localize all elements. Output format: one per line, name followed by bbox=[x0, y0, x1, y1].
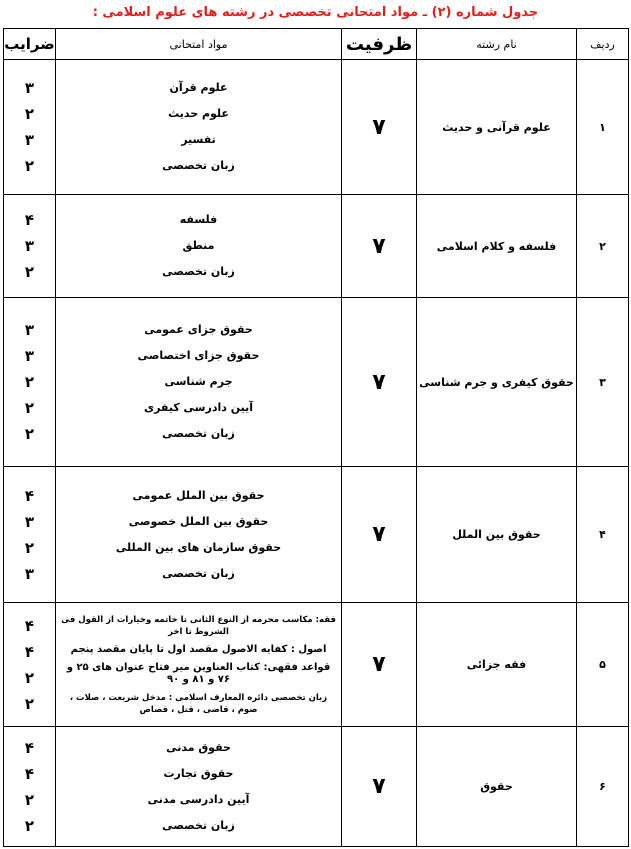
subject-item: قواعد فقهی: کتاب العناوین میر فتاح عنوان های ۲۵ و ۷۶ و ۸۱ و ۹۰ bbox=[66, 661, 331, 685]
table-row bbox=[4, 727, 629, 847]
coefficient-item: ۳ bbox=[24, 131, 35, 149]
subject-item: فقه: مکاسب محرمه از النوع الثانی تا خاتمه وخیارات از القول فی الشروط تا اخر bbox=[61, 614, 336, 637]
subject-item: آیین دادرسی مدنی bbox=[147, 792, 250, 806]
capacity-value: ۷ bbox=[342, 298, 417, 467]
capacity-value: ۷ bbox=[342, 727, 417, 847]
exam-subjects-table bbox=[3, 28, 629, 847]
capacity-value: ۷ bbox=[342, 60, 417, 195]
coefficient-item: ۳ bbox=[24, 347, 35, 365]
coefficient-item: ۴ bbox=[24, 616, 35, 635]
subject-item: فلسفه bbox=[179, 213, 218, 226]
subject-item: حقوق سازمان های بین المللی bbox=[115, 540, 282, 554]
header-exam-subjects: مواد امتحانی bbox=[56, 29, 342, 60]
page-title: جدول شماره (۲) ـ مواد امتحانی تخصصی در رشته های علوم اسلامی : bbox=[92, 5, 539, 20]
subject-item: علوم قرآن bbox=[169, 81, 228, 94]
coefficient-item: ۳ bbox=[24, 79, 35, 97]
coefficients bbox=[4, 60, 56, 195]
coefficient-item: ۴ bbox=[24, 486, 35, 505]
subject-item: حقوق مدنی bbox=[166, 740, 231, 754]
subject-item: زبان تخصصی bbox=[162, 566, 235, 580]
coefficients bbox=[4, 195, 56, 298]
subject-item: آیین دادرسی کیفری bbox=[143, 401, 254, 414]
subject-item: جرم شناسی bbox=[164, 375, 233, 388]
row-number: ۱ bbox=[577, 60, 629, 195]
exam-subjects bbox=[56, 727, 342, 847]
subject-item: تفسیر bbox=[181, 133, 216, 146]
subject-item: حقوق بین الملل خصوصی bbox=[128, 514, 269, 528]
table-row bbox=[4, 467, 629, 603]
coefficient-item: ۲ bbox=[24, 694, 35, 713]
coefficient-item: ۳ bbox=[24, 237, 35, 255]
coefficient-item: ۲ bbox=[24, 425, 35, 443]
coefficient-item: ۴ bbox=[24, 738, 35, 757]
capacity-value: ۷ bbox=[342, 603, 417, 727]
coefficient-item: ۴ bbox=[24, 211, 35, 229]
exam-subjects bbox=[56, 298, 342, 467]
coefficient-item: ۳ bbox=[24, 564, 35, 583]
exam-subjects bbox=[56, 467, 342, 603]
coefficient-item: ۲ bbox=[24, 538, 35, 557]
field-name: فقه جزائی bbox=[417, 603, 577, 727]
coefficient-item: ۲ bbox=[24, 668, 35, 687]
subject-item: زبان تخصصی دائره المعارف اسلامی : مدخل شریعت ، صلات ، صوم ، قاضی ، قتل ، قصاص bbox=[69, 692, 328, 715]
header-capacity: ظرفیت bbox=[342, 29, 417, 60]
coefficients bbox=[4, 603, 56, 727]
coefficient-item: ۳ bbox=[24, 512, 35, 531]
subject-item: حقوق جزای اختصاصی bbox=[137, 349, 260, 362]
coefficients bbox=[4, 298, 56, 467]
coefficient-item: ۲ bbox=[24, 816, 35, 835]
table-row bbox=[4, 60, 629, 195]
header-field-name: نام رشته bbox=[417, 29, 577, 60]
coefficient-item: ۲ bbox=[24, 373, 35, 391]
coefficients bbox=[4, 467, 56, 603]
table-header-row bbox=[4, 29, 629, 60]
subject-item: حقوق جزای عمومی bbox=[144, 323, 253, 336]
table-row bbox=[4, 298, 629, 467]
exam-subjects bbox=[56, 603, 342, 727]
coefficient-item: ۲ bbox=[24, 157, 35, 175]
row-number: ۵ bbox=[577, 603, 629, 727]
subject-item: علوم حدیث bbox=[168, 107, 229, 120]
subject-item: زبان تخصصی bbox=[162, 818, 235, 832]
coefficient-item: ۴ bbox=[24, 642, 35, 661]
row-number: ۲ bbox=[577, 195, 629, 298]
row-number: ۴ bbox=[577, 467, 629, 603]
row-number: ۳ bbox=[577, 298, 629, 467]
capacity-value: ۷ bbox=[342, 467, 417, 603]
subject-item: زبان تخصصی bbox=[162, 265, 235, 278]
field-name: حقوق کیفری و جرم شناسی bbox=[417, 298, 577, 467]
coefficient-item: ۲ bbox=[24, 399, 35, 417]
table-row bbox=[4, 603, 629, 727]
field-name: حقوق بین الملل bbox=[417, 467, 577, 603]
field-name: علوم قرآنی و حدیث bbox=[417, 60, 577, 195]
subject-item: حقوق بین الملل عمومی bbox=[132, 488, 265, 502]
coefficient-item: ۲ bbox=[24, 263, 35, 281]
coefficients bbox=[4, 727, 56, 847]
header-row-number: ردیف bbox=[577, 29, 629, 60]
coefficient-item: ۳ bbox=[24, 321, 35, 339]
subject-item: اصول : کفایه الاصول مقصد اول تا پایان مقصد پنجم bbox=[70, 643, 327, 655]
table-row bbox=[4, 195, 629, 298]
exam-subjects bbox=[56, 195, 342, 298]
subject-item: زبان تخصصی bbox=[162, 427, 235, 440]
coefficient-item: ۴ bbox=[24, 764, 35, 783]
coefficient-item: ۲ bbox=[24, 790, 35, 809]
subject-item: زبان تخصصی bbox=[162, 159, 235, 172]
subject-item: منطق bbox=[182, 239, 215, 252]
field-name: فلسفه و کلام اسلامی bbox=[417, 195, 577, 298]
field-name: حقوق bbox=[417, 727, 577, 847]
coefficient-item: ۲ bbox=[24, 105, 35, 123]
header-coefficients: ضرایب bbox=[4, 29, 56, 60]
exam-subjects bbox=[56, 60, 342, 195]
subject-item: حقوق تجارت bbox=[163, 766, 234, 780]
capacity-value: ۷ bbox=[342, 195, 417, 298]
row-number: ۶ bbox=[577, 727, 629, 847]
